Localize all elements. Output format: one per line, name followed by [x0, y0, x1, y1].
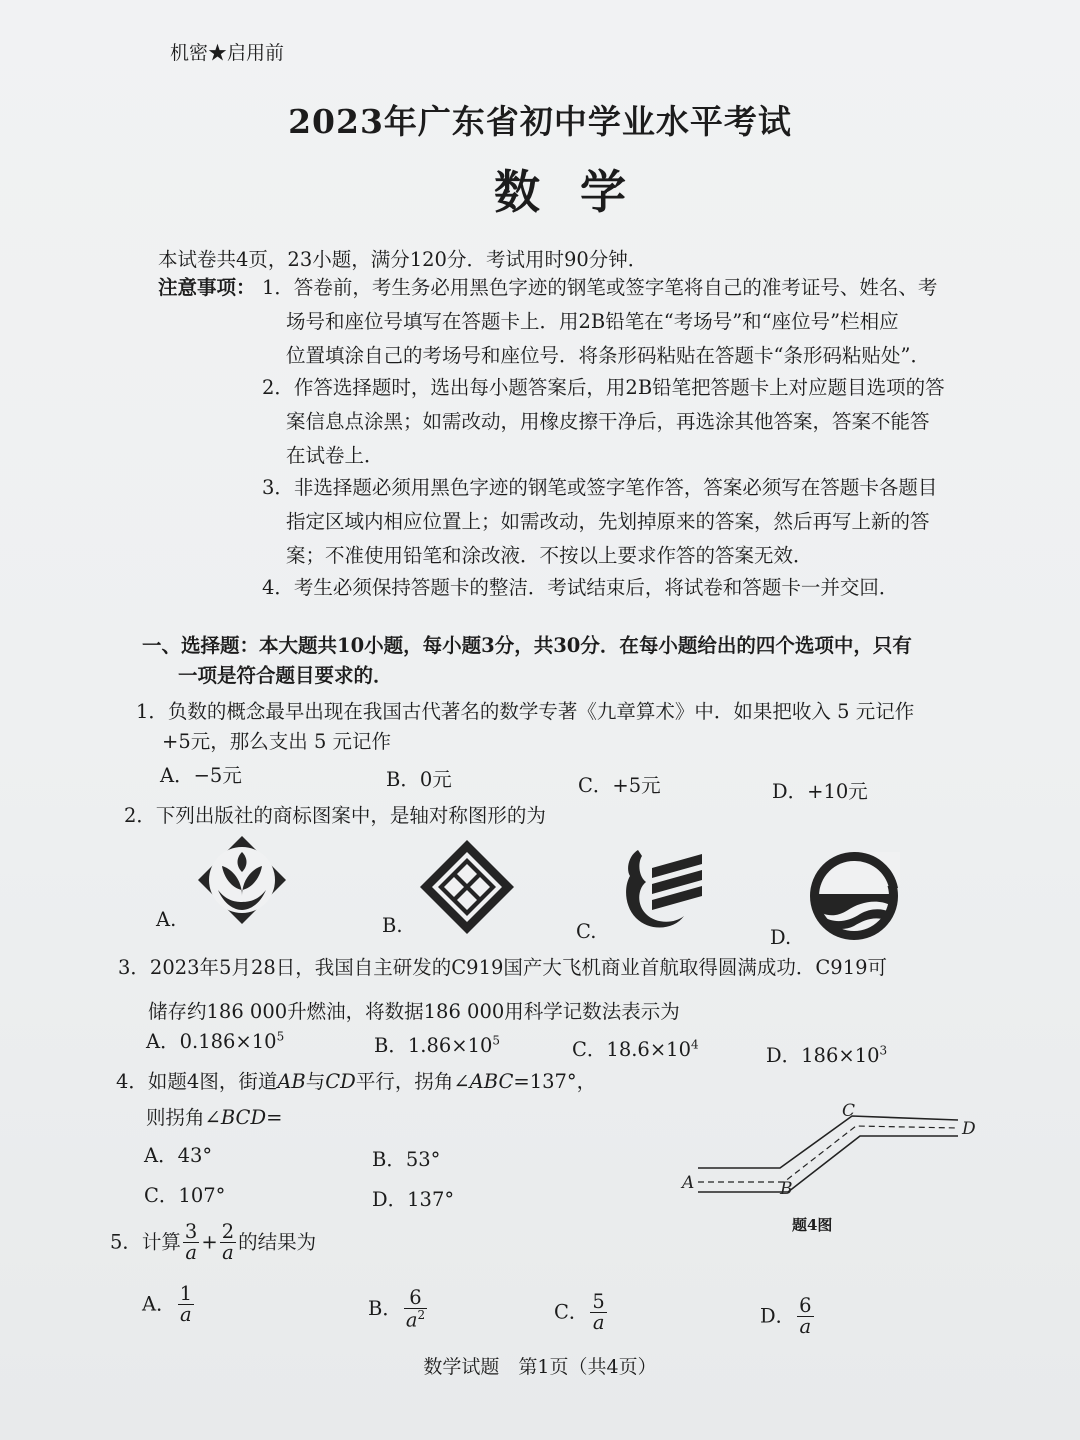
point-d-label: D: [962, 1119, 976, 1139]
q5-option-b: B． $\frac{6}{a^2}$: [368, 1286, 426, 1332]
notice-label: 注意事项：: [158, 276, 256, 299]
notice-line: 案；不准使用铅笔和涂改液．不按以上要求作答的答案无效．: [286, 544, 813, 567]
q3-option-d: D．$186\times 10^3$: [766, 1043, 888, 1067]
notice-line: 场号和座位号填写在答题卡上．用2B铅笔在“考场号”和“座位号”栏相应: [286, 310, 899, 333]
notice-line: 案信息点涂黑；如需改动，用橡皮擦干净后，再选涂其他答案，答案不能答: [286, 410, 930, 433]
q5-option-d: D． $\frac{6}{a}$: [760, 1294, 812, 1339]
secret-label: 机密★启用前: [170, 42, 285, 64]
section-heading: 一、选择题：本大题共10小题，每小题3分，共30分．在每小题给出的四个选项中，只有: [142, 634, 912, 657]
q2-option-d: D.: [770, 926, 792, 949]
subject-title: 数学: [494, 165, 666, 219]
q4-option-c: C．107°: [144, 1184, 226, 1207]
question-1-stem: 1．负数的概念最早出现在我国古代著名的数学专著《九章算术》中．如果把收入 5 元记作: [136, 700, 915, 723]
notice-line: 4．考生必须保持答题卡的整洁．考试结束后，将试卷和答题卡一并交回．: [262, 576, 899, 599]
q3-option-a: A．$0.186\times 10^5$: [146, 1029, 285, 1053]
notice-line: 指定区域内相应位置上；如需改动，先划掉原来的答案，然后再写上新的答: [286, 510, 930, 533]
point-c-label: C: [842, 1101, 856, 1121]
exam-intro: 本试卷共4页，23小题，满分120分．考试用时90分钟．: [158, 248, 648, 271]
question-3-stem: 3．2023年5月28日，我国自主研发的C919国产大飞机商业首航取得圆满成功．C919可: [118, 956, 888, 979]
street-lower-edge: [698, 1136, 958, 1192]
logo-a-icon: [194, 832, 290, 928]
fraction: $\frac{3}{a}$: [184, 1220, 198, 1265]
notice-line: 位置填涂自己的考场号和座位号．将条形码粘贴在答题卡“条形码粘贴处”．: [286, 344, 930, 367]
point-a-label: A: [682, 1173, 695, 1193]
q5-option-a: A． $\frac{1}{a}$: [142, 1282, 193, 1327]
logo-d-icon: [808, 850, 900, 942]
figure-caption: 题4图: [792, 1216, 833, 1234]
question-1-stem: +5元，那么支出 5 元记作: [162, 730, 392, 753]
question-5-stem: 5．计算 $\frac{3}{a}$ + $\frac{2}{a}$ 的结果为: [110, 1220, 317, 1265]
fraction: $\frac{2}{a}$: [221, 1220, 235, 1265]
notice-line: 1．答卷前，考生务必用黑色字迹的钢笔或签字笔将自己的准考证号、姓名、考: [262, 276, 938, 299]
q1-option-b: B．0元: [386, 768, 452, 791]
q4-option-b: B．53°: [372, 1148, 441, 1171]
q1-option-c: C．+5元: [578, 774, 661, 797]
section-heading: 一项是符合题目要求的．: [178, 664, 393, 687]
street-figure: [676, 1096, 986, 1208]
q4-option-d: D．137°: [372, 1188, 455, 1211]
question-4-stem: 4．如题4图，街道AB与CD平行，拐角∠ABC=137°，: [116, 1070, 597, 1093]
page-footer: 数学试题 第1页（共4页）: [423, 1356, 657, 1378]
q3-option-c: C．$18.6\times 10^4$: [572, 1037, 699, 1061]
exam-title: 2023年广东省初中学业水平考试: [288, 102, 792, 141]
q4-option-a: A．43°: [144, 1144, 213, 1167]
q2-option-a: A.: [156, 908, 177, 931]
question-3-stem: 储存约186 000升燃油，将数据186 000用科学记数法表示为: [148, 1000, 680, 1023]
q2-option-c: C.: [576, 920, 597, 943]
logo-c-icon: [616, 846, 706, 936]
q3-option-b: B．$1.86\times 10^5$: [374, 1033, 501, 1057]
street-center-line: [698, 1126, 958, 1182]
logo-b-icon: [418, 838, 516, 936]
notice-line: 2．作答选择题时，选出每小题答案后，用2B铅笔把答题卡上对应题目选项的答: [262, 376, 945, 399]
q1-option-d: D．+10元: [772, 780, 868, 803]
q5-option-c: C． $\frac{5}{a}$: [554, 1290, 605, 1335]
question-2-stem: 2．下列出版社的商标图案中，是轴对称图形的为: [124, 804, 546, 827]
question-4-stem: 则拐角∠BCD=: [146, 1106, 283, 1129]
point-b-label: B: [780, 1179, 793, 1199]
notice-line: 在试卷上．: [286, 444, 384, 467]
q1-option-a: A．−5元: [160, 764, 242, 787]
notice-line: 3．非选择题必须用黑色字迹的钢笔或签字笔作答，答案必须写在答题卡各题目: [262, 476, 938, 499]
q2-option-b: B.: [382, 914, 403, 937]
